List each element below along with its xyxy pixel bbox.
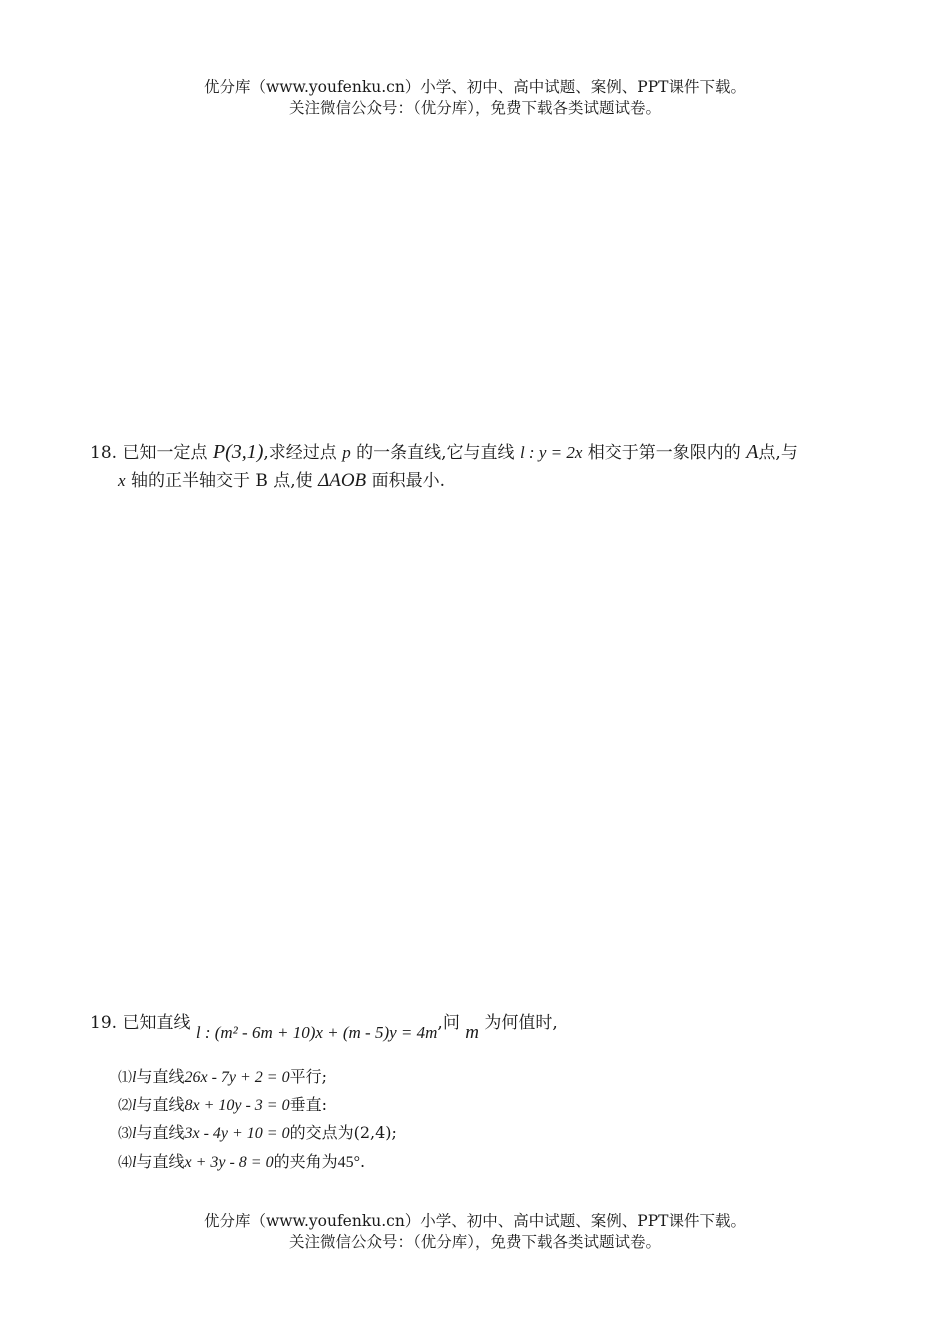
question-18-line-2 [118, 466, 445, 492]
part-text: 与直线 [136, 1095, 185, 1114]
part-equation: x + 3y - 8 = 0 [184, 1154, 274, 1171]
q19-part-1 [118, 1064, 327, 1087]
line-l: l [132, 1097, 137, 1114]
line-l: l [132, 1069, 137, 1086]
part-text: 与直线 [136, 1152, 185, 1171]
part-end: 的交点为(2,4); [289, 1123, 397, 1142]
q18-text-4: 相交于第一象限内的 [587, 443, 741, 463]
q18-text-7: 面积最小. [371, 471, 445, 491]
question-19-stem [90, 1008, 558, 1043]
q18-text-6: 轴的正半轴交于 B 点,使 [130, 471, 313, 491]
q18-text-1: 已知一定点 [122, 443, 208, 463]
question-18-line-1 [90, 438, 798, 464]
q19-line-equation: l : (m² - 6m + 10)x + (m - 5)y = 4m [195, 1023, 438, 1042]
question-18-number: 18. [90, 443, 118, 463]
q19-part-2 [118, 1092, 327, 1115]
part-number: ⑴ [118, 1071, 132, 1086]
q18-line-equation: l : y = 2x [519, 443, 583, 462]
q18-point: P(3,1) [212, 441, 264, 463]
page-footer [0, 1211, 950, 1253]
q19-text-3: 为何值时, [484, 1013, 558, 1033]
q19-m: m [465, 1022, 479, 1043]
q18-triangle: ΔAOB [318, 470, 367, 491]
line-l: l [132, 1125, 137, 1142]
q19-part-4 [118, 1149, 365, 1172]
angle-value: 45° [337, 1154, 361, 1171]
part-number: ⑶ [118, 1127, 132, 1142]
q18-text-2: ,求经过点 [263, 443, 337, 463]
q19-part-3 [118, 1120, 397, 1143]
q18-A: A [746, 441, 759, 463]
q19-text-2: ,问 [437, 1013, 460, 1033]
part-tail: . [360, 1152, 366, 1171]
part-number: ⑷ [118, 1156, 132, 1171]
part-number: ⑵ [118, 1099, 132, 1114]
q18-text-3: 的一条直线,它与直线 [356, 443, 515, 463]
part-end: 平行; [289, 1067, 327, 1086]
q18-p: p [342, 443, 351, 462]
footer-line-1: 优分库（www.youfenku.cn）小学、初中、高中试题、案例、PPT课件下载。 [203, 1212, 747, 1230]
header-line-1: 优分库（www.youfenku.cn）小学、初中、高中试题、案例、PPT课件下载。 [203, 78, 747, 96]
footer-line-2: 关注微信公众号：（优分库），免费下载各类试题试卷。 [288, 1233, 661, 1251]
q19-text-1: 已知直线 [122, 1013, 191, 1033]
part-equation: 8x + 10y - 3 = 0 [184, 1097, 290, 1114]
part-text: 与直线 [136, 1067, 185, 1086]
part-end: 的夹角为 [273, 1152, 338, 1171]
part-equation: 3x - 4y + 10 = 0 [184, 1125, 290, 1142]
line-l: l [132, 1154, 137, 1171]
part-text: 与直线 [136, 1123, 185, 1142]
q18-x: x [118, 471, 126, 490]
page-header [0, 77, 950, 119]
question-19-number: 19. [90, 1013, 118, 1033]
part-end: 垂直: [289, 1095, 327, 1114]
part-equation: 26x - 7y + 2 = 0 [184, 1069, 290, 1086]
q18-text-5: 点,与 [758, 443, 798, 463]
header-line-2: 关注微信公众号：（优分库），免费下载各类试题试卷。 [288, 99, 661, 117]
